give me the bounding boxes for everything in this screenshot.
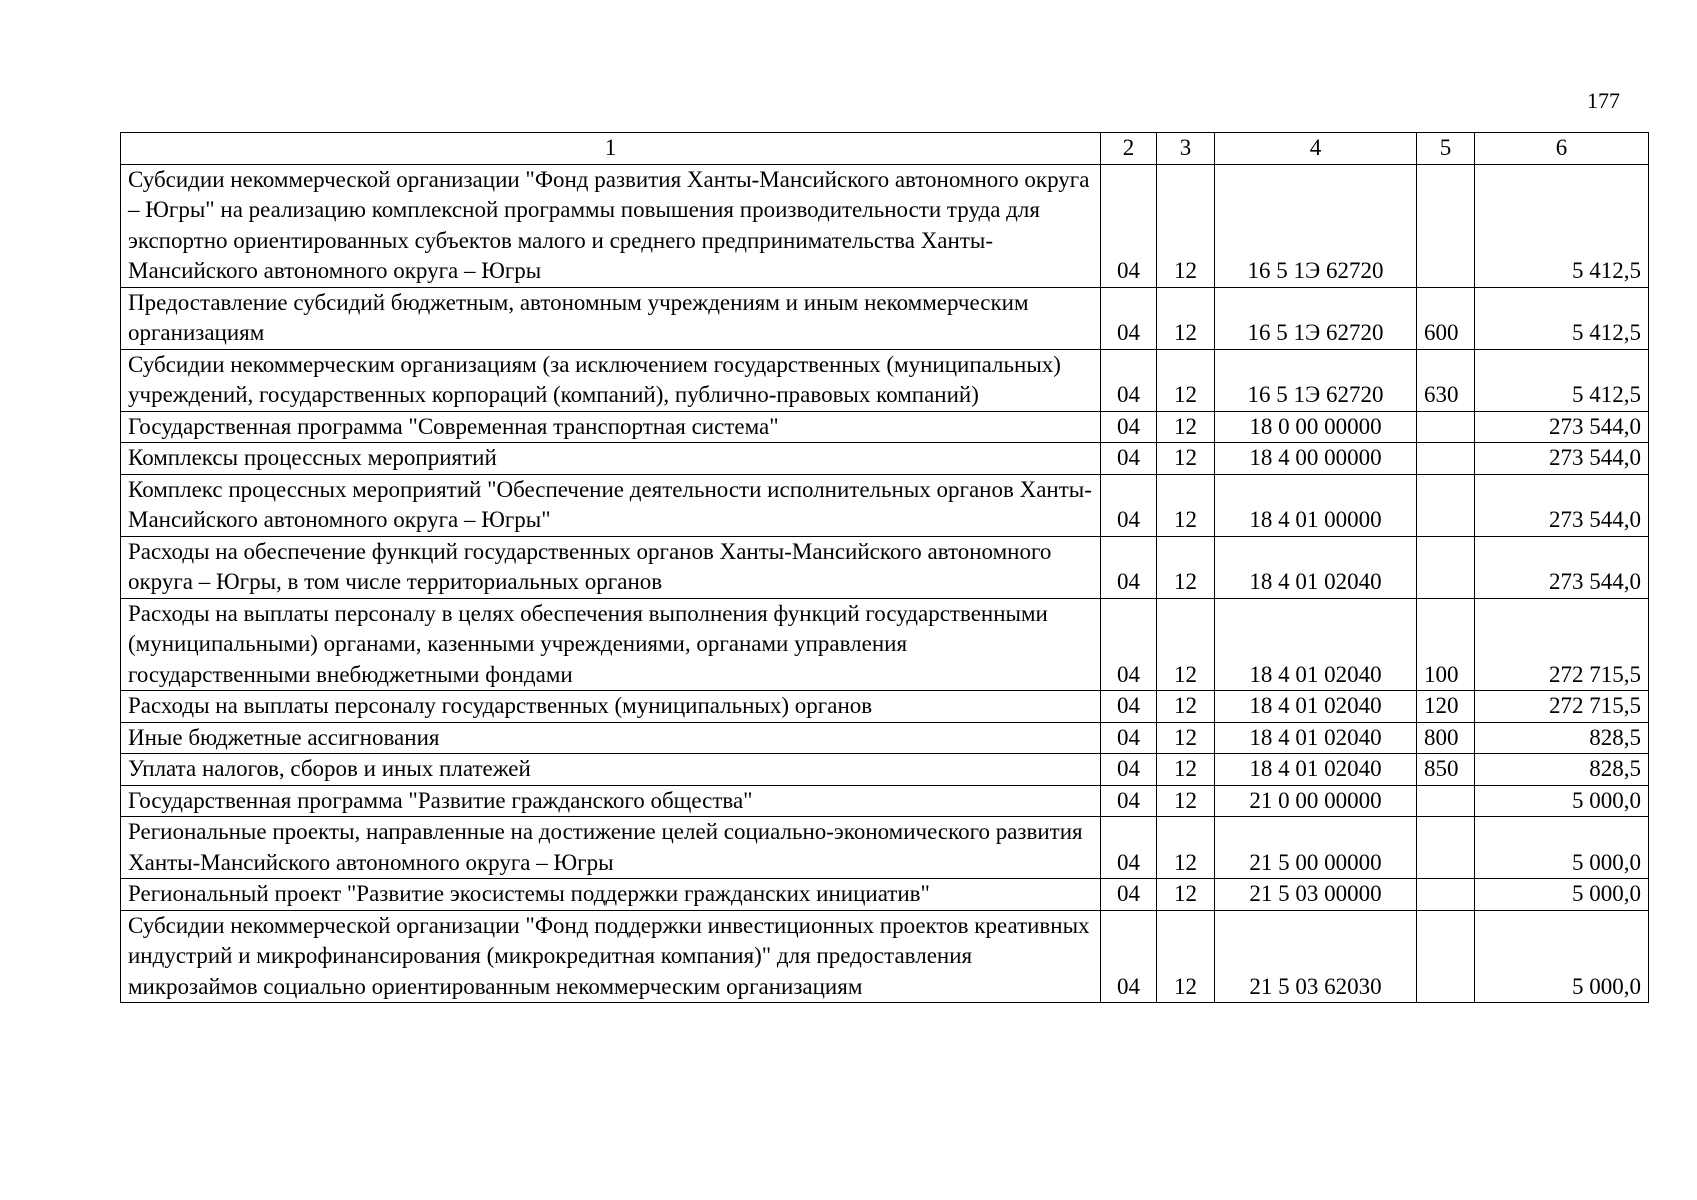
row-amount: 828,5 [1475, 754, 1649, 786]
row-name: Региональные проекты, направленные на достижение целей социально-экономического развития Ханты-Мансийского автономного округа – Югры [121, 817, 1101, 879]
table-row [121, 164, 1649, 287]
row-amount: 5 000,0 [1475, 910, 1649, 1003]
row-section: 04 [1101, 349, 1157, 411]
row-amount: 273 544,0 [1475, 443, 1649, 475]
row-name: Расходы на обеспечение функций государственных органов Ханты-Мансийского автономного округа – Югры, в том числе территориальных органов [121, 536, 1101, 598]
row-target-code: 18 4 01 02040 [1215, 598, 1417, 691]
row-expense-type [1417, 474, 1475, 536]
row-expense-type [1417, 411, 1475, 443]
column-header: 4 [1215, 133, 1417, 165]
budget-table [120, 132, 1649, 1003]
column-header: 6 [1475, 133, 1649, 165]
row-amount: 5 000,0 [1475, 879, 1649, 911]
row-subsection: 12 [1157, 691, 1215, 723]
table-row [121, 785, 1649, 817]
row-subsection: 12 [1157, 164, 1215, 287]
row-section: 04 [1101, 164, 1157, 287]
row-subsection: 12 [1157, 287, 1215, 349]
table-row [121, 598, 1649, 691]
column-header: 5 [1417, 133, 1475, 165]
table-row [121, 879, 1649, 911]
row-name: Субсидии некоммерческим организациям (за исключением государственных (муниципальных) учреждений, государственных корпораций (компаний), публично-правовых компаний) [121, 349, 1101, 411]
row-expense-type [1417, 817, 1475, 879]
column-header: 3 [1157, 133, 1215, 165]
row-target-code: 16 5 1Э 62720 [1215, 287, 1417, 349]
table-row [121, 817, 1649, 879]
row-target-code: 21 5 00 00000 [1215, 817, 1417, 879]
row-expense-type: 600 [1417, 287, 1475, 349]
row-expense-type [1417, 164, 1475, 287]
row-target-code: 21 5 03 00000 [1215, 879, 1417, 911]
row-amount: 273 544,0 [1475, 411, 1649, 443]
row-expense-type: 850 [1417, 754, 1475, 786]
row-target-code: 18 4 01 02040 [1215, 536, 1417, 598]
table-row [121, 349, 1649, 411]
row-expense-type: 120 [1417, 691, 1475, 723]
row-expense-type: 630 [1417, 349, 1475, 411]
row-subsection: 12 [1157, 474, 1215, 536]
table-row [121, 754, 1649, 786]
row-name: Субсидии некоммерческой организации "Фонд развития Ханты-Мансийского автономного округа – Югры" на реализацию комплексной программы повышения производительности труда для экспортно ориентированных субъектов малого и среднего предпринимательства Ханты-Мансийского автономного округа – Югры [121, 164, 1101, 287]
row-name: Предоставление субсидий бюджетным, автономным учреждениям и иным некоммерческим организациям [121, 287, 1101, 349]
row-expense-type [1417, 910, 1475, 1003]
row-amount: 5 412,5 [1475, 164, 1649, 287]
row-subsection: 12 [1157, 910, 1215, 1003]
column-header: 1 [121, 133, 1101, 165]
row-name: Комплекс процессных мероприятий "Обеспечение деятельности исполнительных органов Ханты-Мансийского автономного округа – Югры" [121, 474, 1101, 536]
row-amount: 273 544,0 [1475, 474, 1649, 536]
row-subsection: 12 [1157, 722, 1215, 754]
table-row [121, 722, 1649, 754]
row-name: Региональный проект "Развитие экосистемы поддержки гражданских инициатив" [121, 879, 1101, 911]
row-subsection: 12 [1157, 411, 1215, 443]
row-section: 04 [1101, 598, 1157, 691]
row-target-code: 21 0 00 00000 [1215, 785, 1417, 817]
row-subsection: 12 [1157, 754, 1215, 786]
page-number: 177 [1587, 88, 1620, 113]
row-name: Государственная программа "Развитие гражданского общества" [121, 785, 1101, 817]
table-row [121, 287, 1649, 349]
row-name: Иные бюджетные ассигнования [121, 722, 1101, 754]
row-amount: 273 544,0 [1475, 536, 1649, 598]
row-name: Уплата налогов, сборов и иных платежей [121, 754, 1101, 786]
row-expense-type [1417, 879, 1475, 911]
row-subsection: 12 [1157, 598, 1215, 691]
row-section: 04 [1101, 910, 1157, 1003]
row-target-code: 18 4 01 02040 [1215, 691, 1417, 723]
row-section: 04 [1101, 443, 1157, 475]
row-section: 04 [1101, 474, 1157, 536]
row-section: 04 [1101, 879, 1157, 911]
row-section: 04 [1101, 754, 1157, 786]
row-section: 04 [1101, 691, 1157, 723]
row-expense-type: 800 [1417, 722, 1475, 754]
table-row [121, 691, 1649, 723]
row-amount: 5 412,5 [1475, 287, 1649, 349]
row-name: Государственная программа "Современная транспортная система" [121, 411, 1101, 443]
table-row [121, 910, 1649, 1003]
row-target-code: 16 5 1Э 62720 [1215, 349, 1417, 411]
row-subsection: 12 [1157, 785, 1215, 817]
row-name: Расходы на выплаты персоналу в целях обеспечения выполнения функций государственными (муниципальными) органами, казенными учреждениями, органами управления государственными внебюджетными фондами [121, 598, 1101, 691]
row-target-code: 18 4 00 00000 [1215, 443, 1417, 475]
row-target-code: 21 5 03 62030 [1215, 910, 1417, 1003]
row-amount: 272 715,5 [1475, 598, 1649, 691]
row-amount: 272 715,5 [1475, 691, 1649, 723]
row-amount: 828,5 [1475, 722, 1649, 754]
row-name: Расходы на выплаты персоналу государственных (муниципальных) органов [121, 691, 1101, 723]
row-section: 04 [1101, 287, 1157, 349]
row-expense-type: 100 [1417, 598, 1475, 691]
row-target-code: 18 0 00 00000 [1215, 411, 1417, 443]
row-amount: 5 412,5 [1475, 349, 1649, 411]
row-section: 04 [1101, 536, 1157, 598]
row-subsection: 12 [1157, 817, 1215, 879]
row-section: 04 [1101, 785, 1157, 817]
table-row [121, 411, 1649, 443]
row-subsection: 12 [1157, 349, 1215, 411]
row-subsection: 12 [1157, 879, 1215, 911]
row-subsection: 12 [1157, 443, 1215, 475]
table-row [121, 443, 1649, 475]
table-row [121, 536, 1649, 598]
row-target-code: 18 4 01 00000 [1215, 474, 1417, 536]
row-name: Субсидии некоммерческой организации "Фонд поддержки инвестиционных проектов креативных индустрий и микрофинансирования (микрокредитная компания)" для предоставления микрозаймов социально ориентированным некоммерческим организациям [121, 910, 1101, 1003]
row-amount: 5 000,0 [1475, 785, 1649, 817]
column-header: 2 [1101, 133, 1157, 165]
row-target-code: 16 5 1Э 62720 [1215, 164, 1417, 287]
row-expense-type [1417, 536, 1475, 598]
row-target-code: 18 4 01 02040 [1215, 754, 1417, 786]
row-section: 04 [1101, 411, 1157, 443]
row-section: 04 [1101, 817, 1157, 879]
row-section: 04 [1101, 722, 1157, 754]
table-row [121, 474, 1649, 536]
row-amount: 5 000,0 [1475, 817, 1649, 879]
row-expense-type [1417, 443, 1475, 475]
row-target-code: 18 4 01 02040 [1215, 722, 1417, 754]
row-subsection: 12 [1157, 536, 1215, 598]
row-expense-type [1417, 785, 1475, 817]
row-name: Комплексы процессных мероприятий [121, 443, 1101, 475]
header-row [121, 133, 1649, 165]
